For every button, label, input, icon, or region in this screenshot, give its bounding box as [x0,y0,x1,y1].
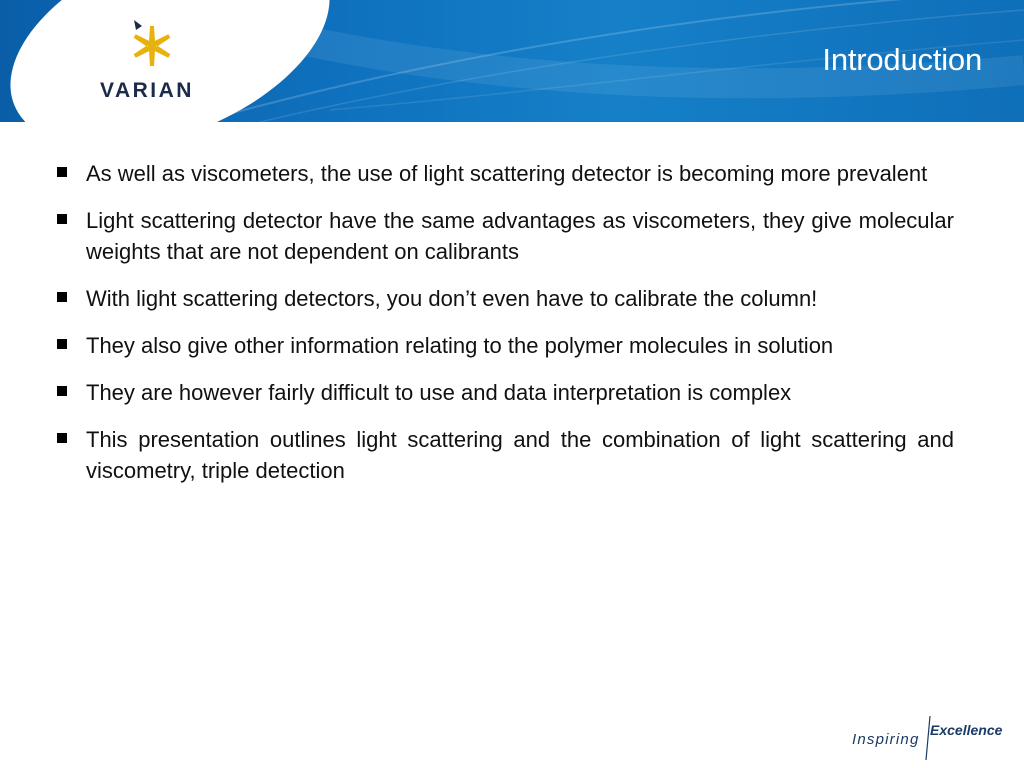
list-item [52,283,954,314]
square-bullet-icon [57,214,67,224]
list-item-text: Light scattering detector have the same advantages as viscometers, they give molecular weights that are not dependent on calibrants [86,208,954,264]
square-bullet-icon [57,433,67,443]
list-item [52,205,954,267]
list-item [52,377,954,408]
list-item-text: With light scattering detectors, you don’t even have to calibrate the column! [86,286,818,311]
square-bullet-icon [57,292,67,302]
list-item-text: This presentation outlines light scattering and the combination of light scattering and viscometry, triple detection [86,427,954,483]
list-item [52,424,954,486]
list-item-text: They are however fairly difficult to use and data interpretation is complex [86,380,792,405]
tagline-inspiring: Inspiring [852,731,920,748]
footer-tagline [850,712,1020,762]
square-bullet-icon [57,339,67,349]
brand-logo-text: VARIAN [100,79,194,102]
list-item [52,158,954,189]
page-title: Introduction [822,42,982,77]
square-bullet-icon [57,167,67,177]
header-banner [0,0,1024,122]
square-bullet-icon [57,386,67,396]
tagline-excellence: Excellence [930,722,1003,738]
list-item [52,330,954,361]
bullet-list [52,158,954,502]
logo-area [0,0,340,122]
varian-starburst-icon [122,16,182,76]
list-item-text: As well as viscometers, the use of light scattering detector is becoming more prevalent [86,161,928,186]
list-item-text: They also give other information relating to the polymer molecules in solution [86,333,834,358]
